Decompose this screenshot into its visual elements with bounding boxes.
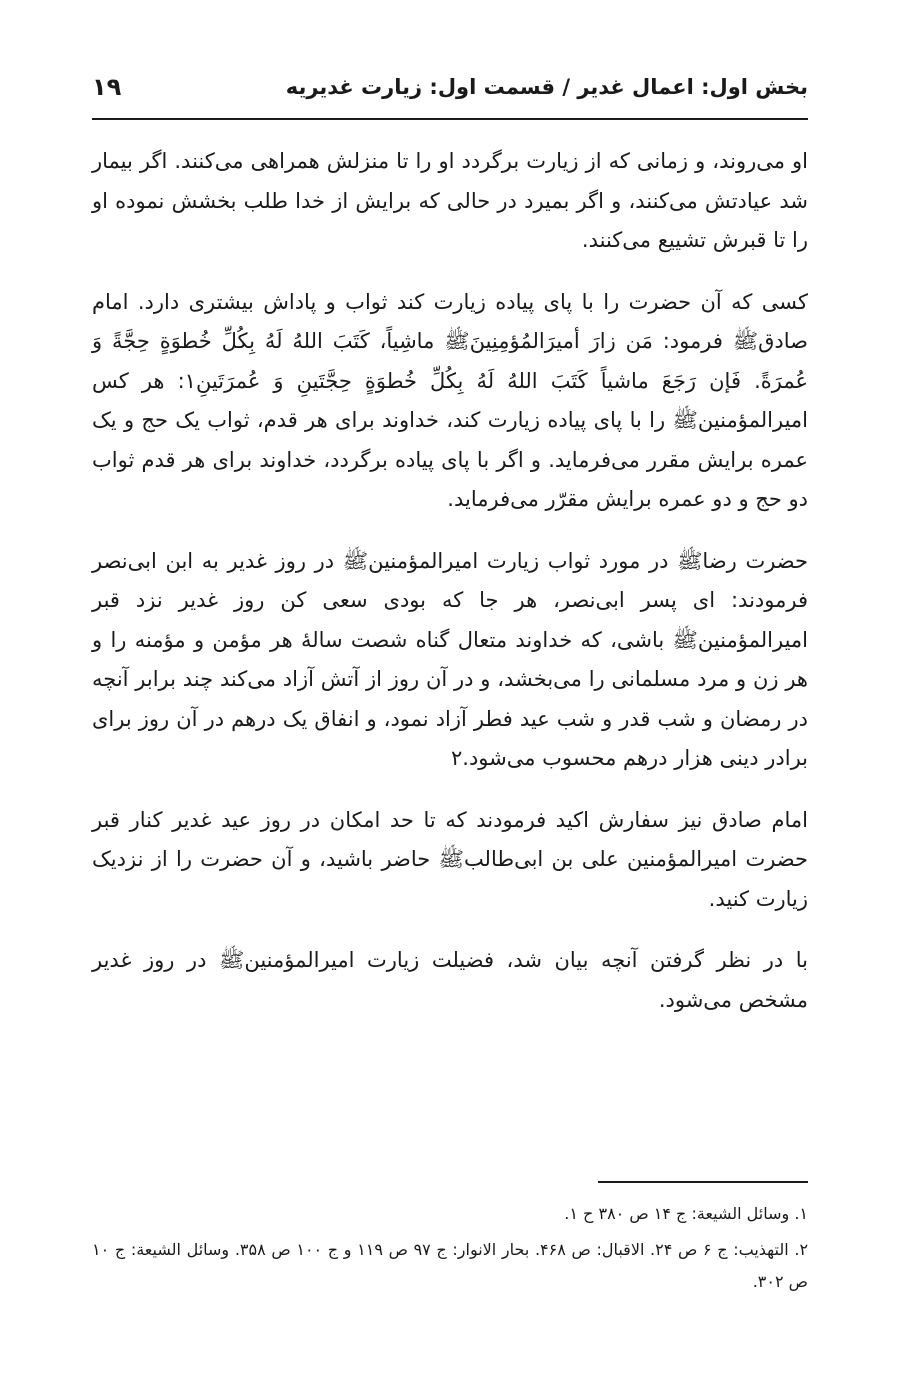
main-text [92,142,808,1042]
footnote: ۲. التهذیب: ج ۶ ص ۲۴. الاقبال: ص ۴۶۸. بحار الانوار: ج ۹۷ ص ۱۱۹ و ج ۱۰۰ ص ۳۵۸. وسائل الشیعة: ج ۱۰ ص ۳۰۲. [92,1240,809,1291]
running-header-title: بخش اول: اعمال غدیر / قسمت اول: زیارت غدیریه [285,75,808,99]
header-divider [92,118,808,120]
page-header [92,62,808,112]
footnote: ۱. وسائل الشیعة: ج ۱۴ ص ۳۸۰ ح ۱. [564,1204,808,1223]
paragraph: کسی که آن حضرت را با پای پیاده زیارت کند ثواب و پاداش بیشتری دارد. امام صادق‌ﷺ فرمود: مَن زارَ أمیرَالمُؤمِنِینَ‌ﷺ ماشِیاً، کَتَبَ اللهُ لَهُ بِکُلِّ خُطوَةٍ حِجَّةً وَ عُمرَةً. فَإن رَجَعَ ماشیاً کَتَبَ اللهُ لَهُ بِکُلِّ خُطوَةٍ حِجَّتَینِ وَ عُمرَتَینِ۱: هر کس امیرالمؤمنین‌ﷺ را با پای پیاده زیارت کند، خداوند برای هر قدم، ثواب یک حج و یک عمره برایش مقرر می‌فرماید. و اگر با پای پیاده برگردد، خداوند برای هر قدم ثواب دو حج و دو عمره برایش مقرّر می‌فرماید. [92,289,808,511]
page-number: ۱۹ [92,73,122,101]
paragraph: او می‌روند، و زمانی که از زیارت برگردد او را تا منزلش همراهی می‌کنند. اگر بیمار شد عیادتش می‌کنند، و اگر بمیرد در حالی که برایش از خدا طلب بخشش نموده او را تا قبرش تشییع می‌کنند. [92,149,808,252]
paragraph: امام صادق نیز سفارش اکید فرمودند که تا حد امکان در روز عید غدیر کنار قبر حضرت امیرالمؤمنین علی بن ابی‌طالب‌ﷺ حاضر باشید، و آن حضرت را از نزدیک زیارت کنید. [92,807,808,911]
paragraph: حضرت رضا‌ﷺ در مورد ثواب زیارت امیرالمؤمنین‌ﷺ در روز غدیر به ابن ابی‌نصر فرمودند: ای پسر ابی‌نصر، هر جا که بودی سعی کن روز غدیر نزد قبر امیرالمؤمنین‌ﷺ باشی، که خداوند متعال گناه شصت سالهٔ هر مؤمن و مؤمنه را و هر زن و مرد مسلمانی را می‌بخشد، و در آن روز از آتش آزاد می‌کند چند برابر آنچه در رمضان و شب قدر و شب عید فطر آزاد نمود، و انفاق یک درهم در آن روز برای برادر دینی هزار درهم محسوب می‌شود.۲ [92,548,808,770]
footnotes [92,1198,808,1302]
footnote-divider [598,1181,808,1183]
paragraph: با در نظر گرفتن آنچه بیان شد، فضیلت زیارت امیرالمؤمنین‌ﷺ در روز غدیر مشخص می‌شود. [92,948,808,1012]
